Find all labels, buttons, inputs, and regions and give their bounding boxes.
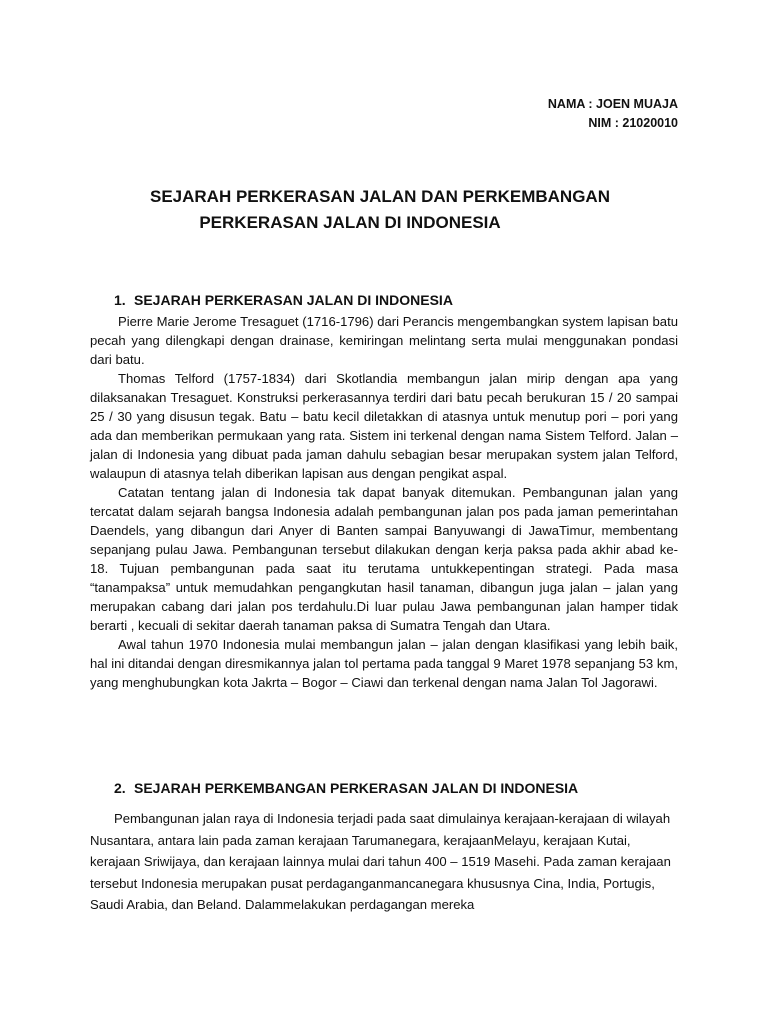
author-nim: NIM : 21020010 [588,116,678,130]
section-heading [114,778,678,798]
section-heading [114,290,678,310]
section-1 [90,290,678,692]
section-title: SEJARAH PERKEMBANGAN PERKERASAN JALAN DI INDONESIA [134,780,579,796]
paragraph: Thomas Telford (1757-1834) dari Skotlandia membangun jalan mirip dengan apa yang dilaksanakan Tresaguet. Konstruksi perkerasannya terdiri dari batu pecah berukuran 15 / 20 sampai 25 / 30 yang disusun tegak. Batu – batu kecil diletakkan di atasnya untuk menutup pori – pori yang ada dan memberikan permukaan yang rata. Sistem ini terkenal dengan nama Sistem Telford. Jalan – jalan di Indonesia yang dibuat pada jaman dahulu sebagian besar merupakan system jalan Telford, walaupun di atasnya telah diberikan lapisan aus dengan pengikat aspal. [90,371,678,481]
section-number: 2. [114,780,126,796]
author-name: NAMA : JOEN MUAJA [547,97,678,111]
title-line-2: PERKERASAN JALAN DI INDONESIA [199,213,501,232]
paragraph: Pierre Marie Jerome Tresaguet (1716-1796) dari Perancis mengembangkan system lapisan batu pecah yang dilengkapi dengan drainase, kemiringan melintang serta mulai menggunakan pondasi dari batu. [90,314,678,367]
author-info [548,95,678,133]
document-title [60,184,700,236]
section-number: 1. [114,292,126,308]
paragraph: Catatan tentang jalan di Indonesia tak dapat banyak ditemukan. Pembangunan jalan yang tercatat dalam sejarah bangsa Indonesia adalah pembangunan jalan pos pada jaman pemerintahan Daendels, yang dibangun dari Anyer di Banten sampai Banyuwangi di JawaTimur, membentang sepanjang pulau Jawa. Pembangunan tersebut dilakukan dengan kerja paksa pada akhir abad ke-18. Tujuan pembangunan pada saat itu terutama untukkepentingan strategi. Pada masa “tanampaksa” untuk memudahkan pengangkutan hasil tanaman, dibangun juga jalan – jalan yang merupakan cabang dari jalan pos terdahulu.Di luar pulau Jawa pembangunan jalan hamper tidak berarti , kecuali di sekitar daerah tanaman paksa di Sumatra Tengah dan Utara. [90,485,678,633]
paragraph: Awal tahun 1970 Indonesia mulai membangun jalan – jalan dengan klasifikasi yang lebih baik, hal ini ditandai dengan diresmikannya jalan tol pertama pada tanggal 9 Maret 1978 sepanjang 53 km, yang menghubungkan kota Jakrta – Bogor – Ciawi dan terkenal dengan nama Jalan Tol Jagorawi. [90,637,678,690]
title-line-1: SEJARAH PERKERASAN JALAN DAN PERKEMBANGAN [150,187,610,206]
section-title: SEJARAH PERKERASAN JALAN DI INDONESIA [134,292,453,308]
paragraph: Pembangunan jalan raya di Indonesia terjadi pada saat dimulainya kerajaan-kerajaan di wilayah Nusantara, antara lain pada zaman kerajaan Tarumanegara, kerajaanMelayu, kerajaan Kutai, kerajaan Sriwijaya, dan kerajaan lainnya mulai dari tahun 400 – 1519 Masehi. Pada zaman kerajaan tersebut Indonesia merupakan pusat perdaganganmancanegara khususnya Cina, India, Portugis, Saudi Arabia, dan Beland. Dalammelakukan perdagangan mereka [90,811,671,912]
section-2 [90,778,678,916]
